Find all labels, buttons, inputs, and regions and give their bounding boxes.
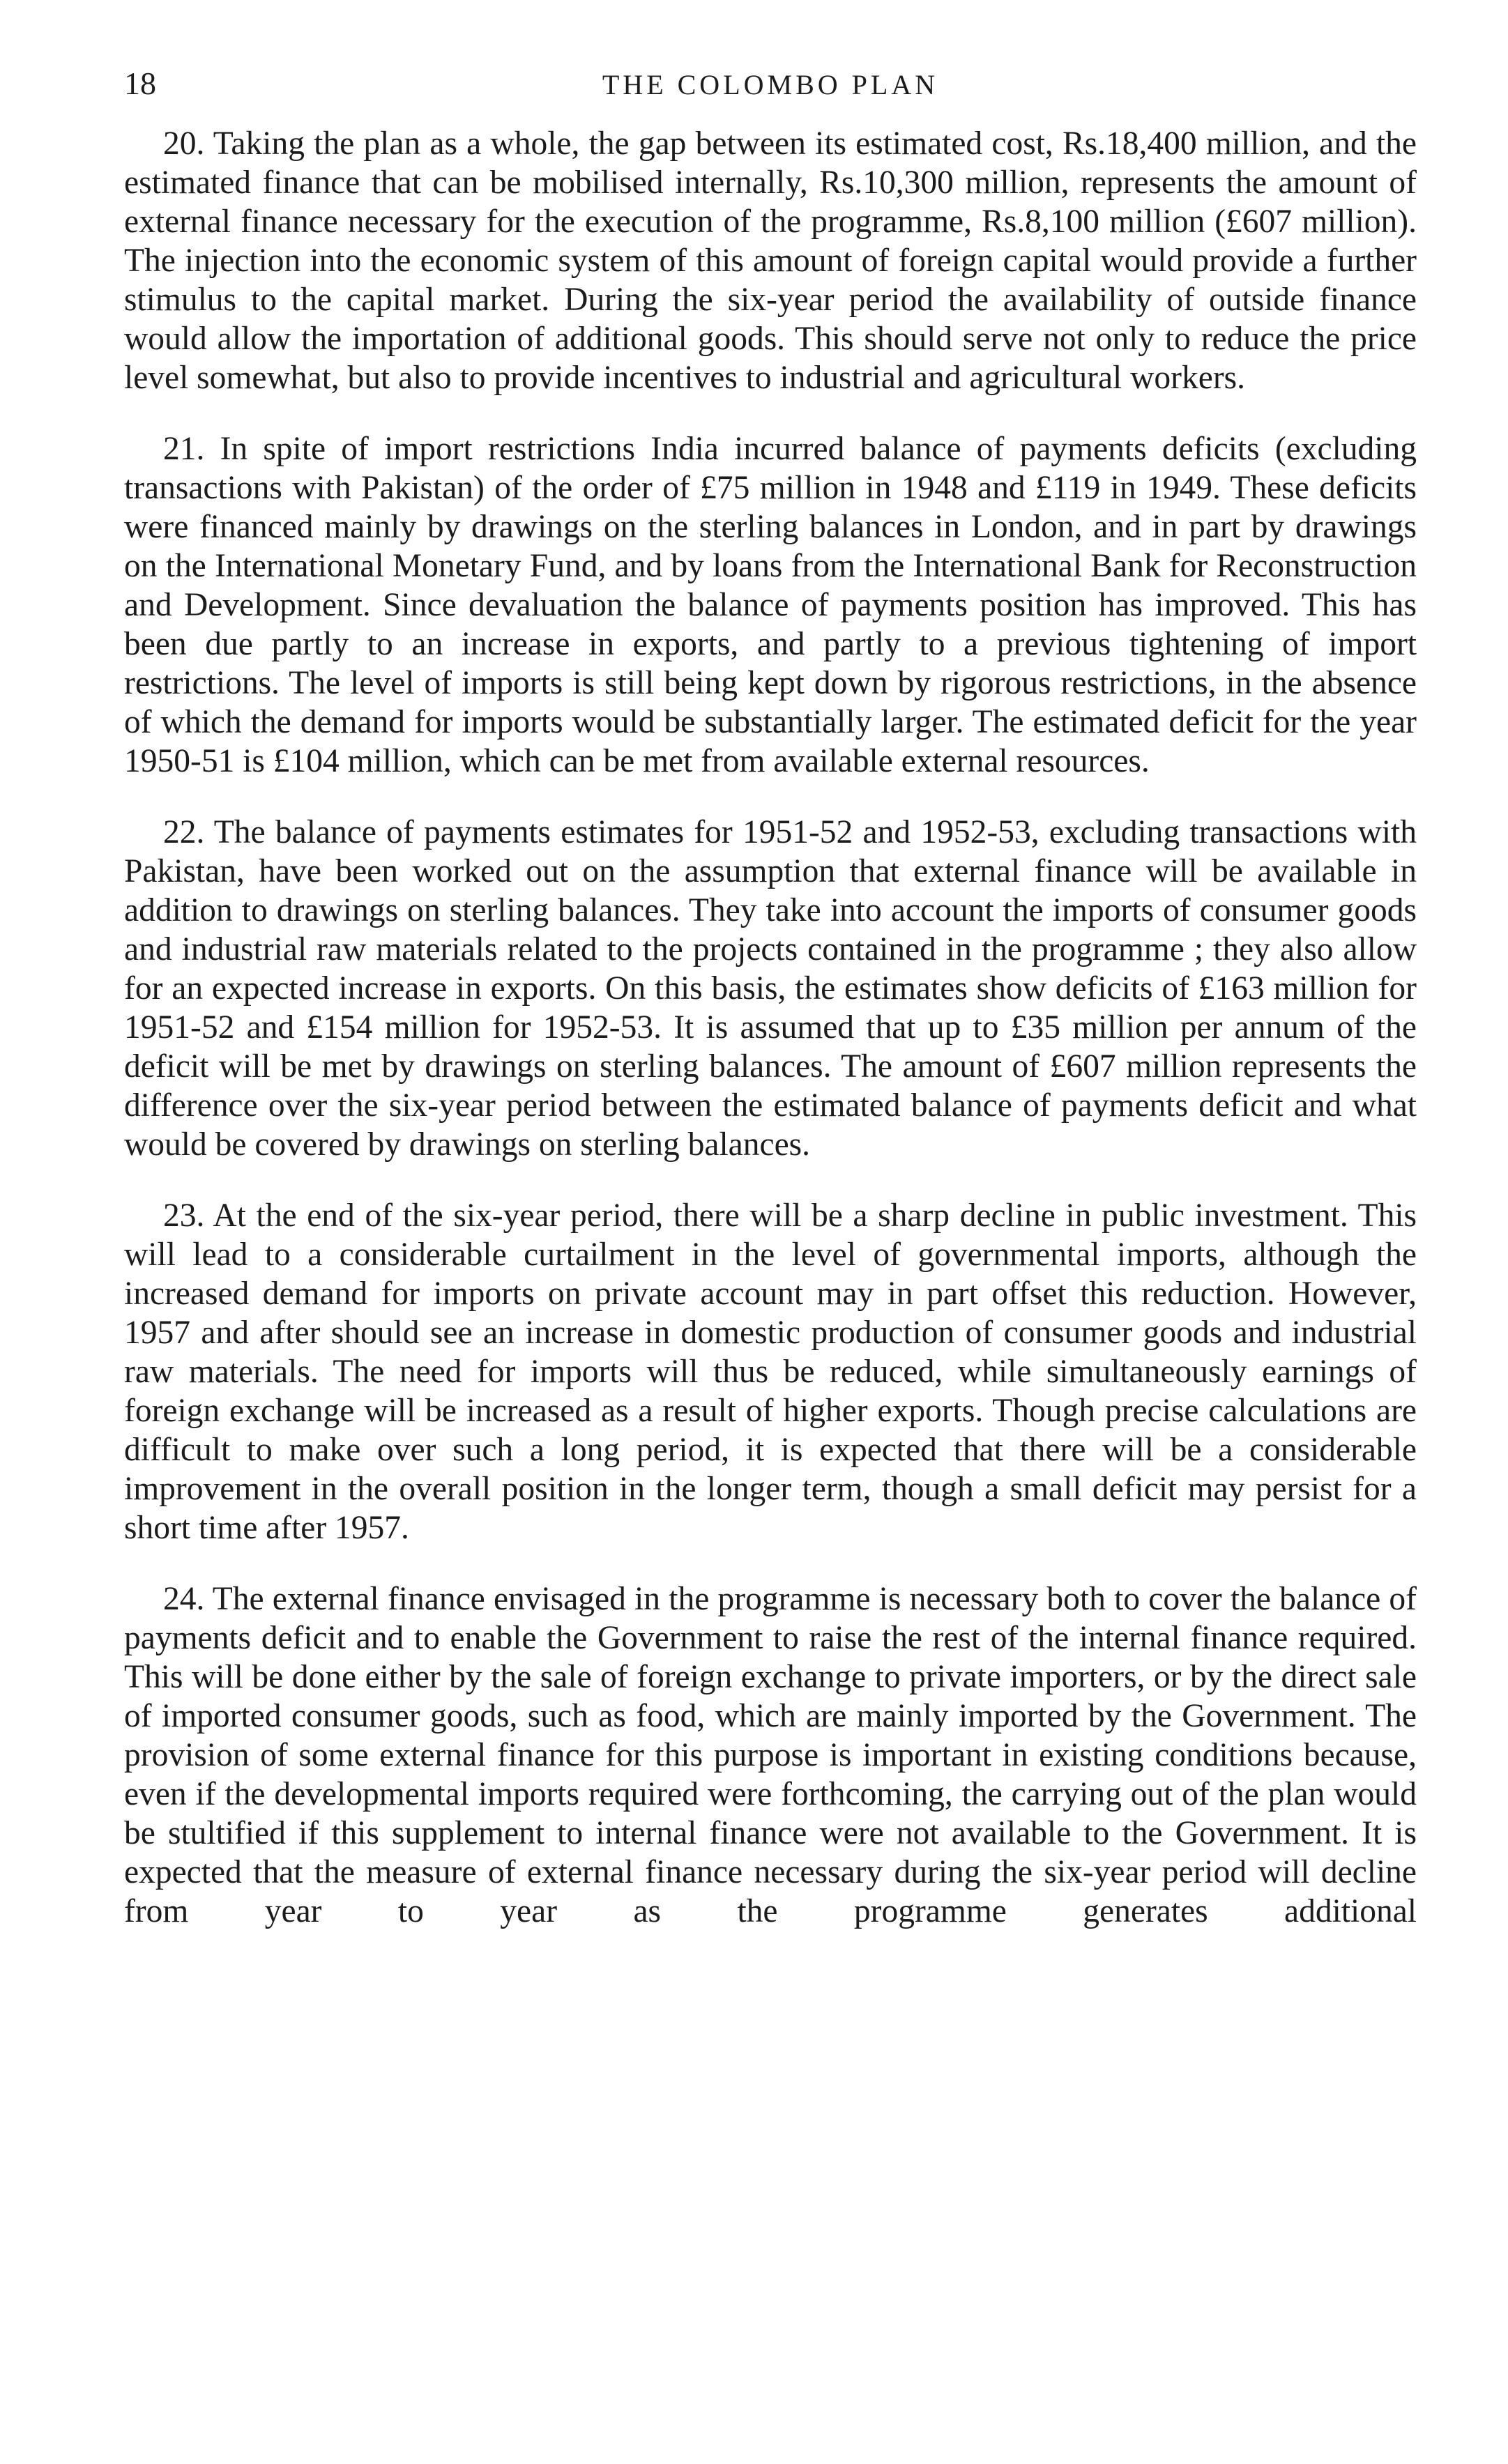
running-title: THE COLOMBO PLAN (602, 69, 939, 100)
body-text (124, 124, 1417, 1931)
paragraph-24: 24. The external finance envisaged in the programme is necessary both to cover the balance of payments deficit and to enable the Government to raise the rest of the internal finance required. This will be done either by the sale of foreign exchange to private importers, or by the direct sale of imported consumer goods, such as food, which are mainly imported by the Government. The provision of some external finance for this purpose is important in existing conditions because, even if the developmental imports required were forthcoming, the carrying out of the plan would be stultified if this supplement to internal finance were not available to the Government. It is expected that the measure of external finance necessary during the six-year period will decline from year to year as the programme generates additional (124, 1581, 1417, 1929)
page-header (124, 63, 1417, 112)
paragraph-21: 21. In spite of import restrictions India incurred balance of payments deficits (excluding transactions with Pakistan) of the order of £75 million in 1948 and £119 in 1949. These deficits were financed mainly by drawings on the sterling balances in London, and in part by drawings on the International Monetary Fund, and by loans from the International Bank for Reconstruction and Development. Since devaluation the balance of payments position has improved. This has been due partly to an increase in exports, and partly to a previous tightening of import restrictions. The level of imports is still being kept down by rigorous restrictions, in the absence of which the demand for imports would be substantially larger. The estimated deficit for the year 1950-51 is £104 million, which can be met from available external resources. (124, 431, 1417, 779)
page-number: 18 (124, 66, 156, 101)
paragraph-23: 23. At the end of the six-year period, there will be a sharp decline in public investment. This will lead to a considerable curtailment in the level of governmental imports, although the increased demand for imports on private account may in part offset this reduction. However, 1957 and after should see an increase in domestic production of consumer goods and industrial raw materials. The need for imports will thus be reduced, while simultaneously earnings of foreign exchange will be increased as a result of higher exports. Though precise calculations are difficult to make over such a long period, it is expected that there will be a considerable improvement in the overall position in the longer term, though a small deficit may persist for a short time after 1957. (124, 1197, 1417, 1546)
paragraph-20: 20. Taking the plan as a whole, the gap between its estimated cost, Rs.18,400 million, and the estimated finance that can be mobilised internally, Rs.10,300 million, represents the amount of external finance necessary for the execution of the programme, Rs.8,100 million (£607 million). The injection into the economic system of this amount of foreign capital would provide a further stimulus to the capital market. During the six-year period the availability of outside finance would allow the importation of additional goods. This should serve not only to reduce the price level somewhat, but also to provide incentives to industrial and agricultural workers. (124, 125, 1417, 396)
paragraph-22: 22. The balance of payments estimates for 1951-52 and 1952-53, excluding transactions with Pakistan, have been worked out on the assumption that external finance will be available in addition to drawings on sterling balances. They take into account the imports of consumer goods and industrial raw materials related to the projects contained in the programme ; they also allow for an expected increase in exports. On this basis, the estimates show deficits of £163 million for 1951-52 and £154 million for 1952-53. It is assumed that up to £35 million per annum of the deficit will be met by drawings on sterling balances. The amount of £607 million represents the difference over the six-year period between the estimated balance of payments deficit and what would be covered by drawings on sterling balances. (124, 814, 1417, 1163)
